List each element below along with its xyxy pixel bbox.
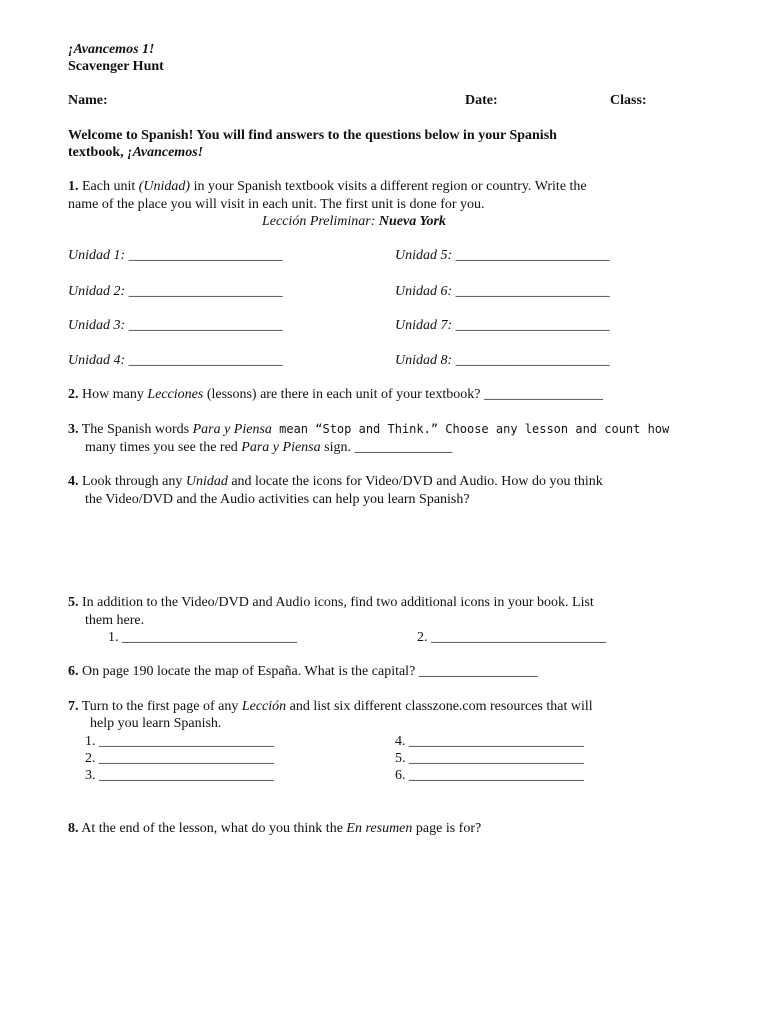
unidad-8-blank[interactable]: ______________________ <box>455 353 610 368</box>
question-1 <box>68 178 587 195</box>
q7-item-1[interactable]: 1. _________________________ <box>85 734 274 749</box>
unidad-1-row <box>68 247 283 264</box>
question-7 <box>68 698 593 715</box>
q3-line2-text: many times you see the red <box>85 440 242 455</box>
q7-item-6[interactable]: 6. _________________________ <box>395 768 584 783</box>
q2-text-rest: (lessons) are there in each unit of your textbook? _________________ <box>203 387 603 402</box>
q2-italic: Lecciones <box>147 387 204 402</box>
unidad-4-blank[interactable]: ______________________ <box>128 353 283 368</box>
q4-text: Look through any <box>78 474 186 489</box>
unidad-2-label: Unidad 2: <box>68 284 126 299</box>
q6-text: On page 190 locate the map of España. What is the capital? _________________ <box>78 664 538 679</box>
q2-number: 2. <box>68 387 79 402</box>
q3-number: 3. <box>68 422 79 437</box>
unidad-3-blank[interactable]: ______________________ <box>128 318 283 333</box>
name-label: Name: <box>68 93 108 108</box>
q7-item-4[interactable]: 4. _________________________ <box>395 734 584 749</box>
unidad-1-label: Unidad 1: <box>68 248 126 263</box>
unidad-7-row <box>395 317 610 334</box>
unidad-4-label: Unidad 4: <box>68 353 126 368</box>
intro-line-2 <box>68 144 203 161</box>
unidad-7-blank[interactable]: ______________________ <box>455 318 610 333</box>
q1-number: 1. <box>68 179 79 194</box>
class-label: Class: <box>610 93 647 108</box>
q3-text-rest: mean “Stop and Think.” Choose any lesson and count how <box>271 422 670 436</box>
q8-text-rest: page is for? <box>412 821 482 836</box>
q7-item-2[interactable]: 2. _________________________ <box>85 751 274 766</box>
q5-text: In addition to the Video/DVD and Audio icons, find two additional icons in your book. List <box>78 595 594 610</box>
q8-number: 8. <box>68 821 79 836</box>
q4-number: 4. <box>68 474 79 489</box>
q7-line-2: help you learn Spanish. <box>90 716 222 731</box>
intro-book-name: ¡Avancemos! <box>127 145 204 160</box>
q5-number: 5. <box>68 595 79 610</box>
preliminar-label: Lección Preliminar: <box>262 214 379 229</box>
q7-text-rest: and list six different classzone.com resources that will <box>286 699 593 714</box>
q7-italic: Lección <box>241 699 287 714</box>
q8-text: At the end of the lesson, what do you think the <box>78 821 347 836</box>
unidad-6-blank[interactable]: ______________________ <box>455 284 610 299</box>
unidad-3-label: Unidad 3: <box>68 318 126 333</box>
q4-text-rest: and locate the icons for Video/DVD and Audio. How do you think <box>227 474 603 489</box>
unidad-5-row <box>395 247 610 264</box>
q6-number: 6. <box>68 664 79 679</box>
q3-line2-italic: Para y Piensa <box>241 440 321 455</box>
unidad-7-label: Unidad 7: <box>395 318 453 333</box>
question-4 <box>68 473 603 490</box>
q3-line-2 <box>85 439 452 456</box>
q1-text: Each unit <box>78 179 139 194</box>
question-2 <box>68 386 603 403</box>
q3-italic: Para y Piensa <box>192 422 272 437</box>
q7-item-3[interactable]: 3. _________________________ <box>85 768 274 783</box>
q1-line-2: name of the place you will visit in each unit. The first unit is done for you. <box>68 197 485 212</box>
q1-italic: (Unidad) <box>138 179 191 194</box>
q5-item-2[interactable]: 2. _________________________ <box>417 630 606 645</box>
q3-line2-rest: sign. ______________ <box>320 440 453 455</box>
q8-italic: En resumen <box>346 821 413 836</box>
unidad-5-blank[interactable]: ______________________ <box>455 248 610 263</box>
q2-text: How many <box>78 387 148 402</box>
unidad-4-row <box>68 352 283 369</box>
question-5 <box>68 594 594 611</box>
unidad-8-row <box>395 352 610 369</box>
unidad-5-label: Unidad 5: <box>395 248 453 263</box>
q4-italic: Unidad <box>185 474 228 489</box>
intro-prefix: textbook, <box>68 145 128 160</box>
unidad-3-row <box>68 317 283 334</box>
q7-number: 7. <box>68 699 79 714</box>
q5-line-2: them here. <box>85 613 145 628</box>
question-8 <box>68 820 481 837</box>
question-3 <box>68 421 669 438</box>
leccion-preliminar <box>262 213 446 230</box>
unidad-6-label: Unidad 6: <box>395 284 453 299</box>
intro-line-1: Welcome to Spanish! You will find answers to the questions below in your Spanish <box>68 128 557 143</box>
question-6 <box>68 663 538 680</box>
q7-item-5[interactable]: 5. _________________________ <box>395 751 584 766</box>
unidad-6-row <box>395 283 610 300</box>
doc-title: Scavenger Hunt <box>68 59 164 74</box>
book-title: ¡Avancemos 1! <box>68 42 155 57</box>
q7-text: Turn to the first page of any <box>78 699 242 714</box>
preliminar-value: Nueva York <box>378 214 446 229</box>
date-label: Date: <box>465 93 498 108</box>
unidad-1-blank[interactable]: ______________________ <box>128 248 283 263</box>
q3-text: The Spanish words <box>78 422 193 437</box>
q1-text-rest: in your Spanish textbook visits a different region or country. Write the <box>190 179 587 194</box>
unidad-2-row <box>68 283 283 300</box>
q5-item-1[interactable]: 1. _________________________ <box>108 630 297 645</box>
unidad-8-label: Unidad 8: <box>395 353 453 368</box>
q4-line-2: the Video/DVD and the Audio activities can help you learn Spanish? <box>85 492 470 507</box>
unidad-2-blank[interactable]: ______________________ <box>128 284 283 299</box>
